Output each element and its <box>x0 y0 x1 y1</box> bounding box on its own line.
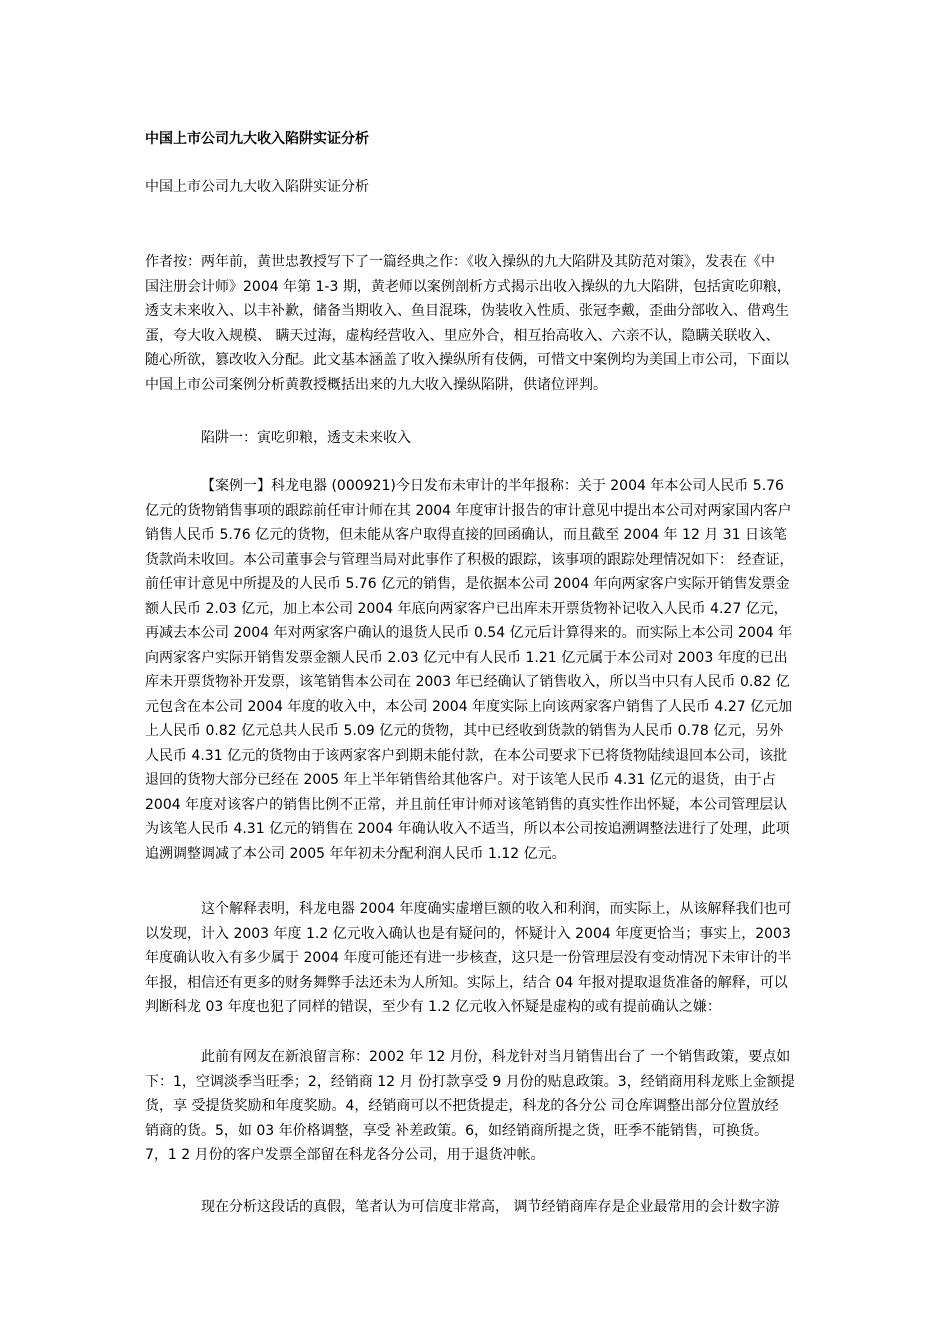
case-line: 元包含在本公司 2004 年度的收入中，本公司 2004 年度实际上向该两家客户销售了人民币 4.27 亿元加 <box>145 698 793 715</box>
case-line: 库未开票货物补开发票，该笔销售本公司在 2003 年已经确认了销售收入，所以当中只有人民币 0.82 亿 <box>145 674 790 690</box>
case-line: 退回的货物大部分已经在 2005 年上半年销售给其他客户。对于该笔人民币 4.31 亿元的退货，由于占 <box>145 772 776 788</box>
case-1-paragraph <box>145 474 815 866</box>
case-line: 向两家客户实际开销售发票金额人民币 2.03 亿元中有人民币 1.21 亿元属于本公司对 2003 年度的已出 <box>145 649 788 666</box>
closing-paragraph <box>145 1195 815 1220</box>
case-line: 销售人民币 5.76 亿元的货物，但未能从客户取得直接的回函确认，而且截至 2004 年 12 月 31 日该笔 <box>145 527 788 543</box>
case-line: 追溯调整调减了本公司 2005 年年初未分配利润人民币 1.12 亿元。 <box>145 845 566 862</box>
analysis-line: 以发现，计入 2003 年度 1.2 亿元收入确认也是有疑问的，怀疑计入 2004 年度更恰当；事实上，2003 <box>145 925 791 942</box>
trap-1-heading: 陷阱一：寅吃卯粮，透支未来收入 <box>201 430 411 446</box>
case-line: 为该笔人民币 4.31 亿元的销售在 2004 年确认收入不适当，所以本公司按追溯调整法进行了处理，此项 <box>145 821 790 837</box>
intro-line: 透支未来收入、以丰补歉，储备当期收入、鱼目混珠，伪装收入性质、张冠李戴，歪曲分部收入、借鸡生 <box>145 303 789 319</box>
case-line: 上人民币 0.82 亿元总共人民币 5.09 亿元的货物，其中已经收到货款的销售为人民币 0.78 亿元，另外 <box>145 723 784 739</box>
closing-line: 现在分析这段话的真假，笔者认为可信度非常高， 调节经销商库存是企业最常用的会计数字游 <box>201 1199 780 1215</box>
intro-line: 中国上市公司案例分析黄教授概括出来的九大收入操纵陷阱，供诸位评判。 <box>145 376 607 393</box>
netizen-line: 销商的货。5，如 03 年价格调整，享受 补差政策。6，如经销商所提之货，旺季不能销售，可换货。 <box>145 1122 768 1139</box>
case-line: 额人民币 2.03 亿元，加上本公司 2004 年底向两家客户已出库未开票货物补记收入人民币 4.27 亿元， <box>145 600 788 617</box>
case-line: 人民币 4.31 亿元的货物由于该两家客户到期未能付款，在本公司要求下已将货物陆续退回本公司，该批 <box>145 747 788 764</box>
intro-line: 作者按：两年前，黄世忠教授写下了一篇经典之作：《收入操纵的九大陷阱及其防范对策》，发表在《中 <box>145 254 775 270</box>
case-line: 2004 年度对该客户的销售比例不正常，并且前任审计师对该笔销售的真实性作出怀疑，本公司管理层认 <box>145 796 788 813</box>
case-line: 再减去本公司 2004 年对两家客户确认的退货人民币 0.54 亿元后计算得来的。而实际上本公司 2004 年 <box>145 625 793 641</box>
intro-paragraph <box>145 250 815 397</box>
intro-line: 蛋，夸大收入规模、 瞒天过海，虚构经营收入、里应外合，相互抬高收入、六亲不认，隐瞒关联收入、 <box>145 327 780 344</box>
case-line: 亿元的货物销售事项的跟踪前任审计师在其 2004 年度审计报告的审计意见中提出本公司对两家国内客户 <box>145 502 792 519</box>
analysis-line: 判断科龙 03 年度也犯了同样的错误，至少有 1.2 亿元收入怀疑是虚构的或有提前确认之嫌： <box>145 999 721 1015</box>
intro-line: 随心所欲，篡改收入分配。此文基本涵盖了收入操纵所有伎俩，可惜文中案例均为美国上市公司，下面以 <box>145 352 789 368</box>
analysis-line: 这个解释表明，科龙电器 2004 年度确实虚增巨额的收入和利润，而实际上，从该解释我们也可 <box>201 901 792 917</box>
case-line: 前任审计意见中所提及的人民币 5.76 亿元的销售，是依据本公司 2004 年向两家客户实际开销售发票金 <box>145 576 790 592</box>
case-line: 货款尚未收回。本公司董事会与管理当局对此事作了积极的跟踪，该事项的跟踪处理情况如下： 经查证， <box>145 551 794 568</box>
netizen-line: 此前有网友在新浪留言称：2002 年 12 月份，科龙针对当月销售出台了 一个销售政策，要点如 <box>201 1049 791 1065</box>
intro-line: 国注册会计师》2004 年第 1-3 期，黄老师以案例剖析方式揭示出收入操纵的九大陷阱，包括寅吃卯粮， <box>145 278 791 295</box>
document-title: 中国上市公司九大收入陷阱实证分析 <box>145 131 369 147</box>
netizen-line: 下：1，空调淡季当旺季；2，经销商 12 月 份打款享受 9 月份的贴息政策。3，经销商用科龙账上金额提 <box>145 1073 795 1090</box>
analysis-line: 年度确认收入有多少属于 2004 年度可能还有进一步核查，这只是一份管理层没有变动情况下未审计的半 <box>145 950 792 966</box>
netizen-line: 货，享 受提货奖励和年度奖励。4，经销商可以不把货提走，科龙的各分公 司仓库调整出部分位置放经 <box>145 1098 779 1114</box>
netizen-line: 7，1 2 月份的客户发票全部留在科龙各分公司，用于退货冲帐。 <box>145 1147 545 1163</box>
case-line: 【案例一】科龙电器 (000921)今日发布未审计的半年报称：关于 2004 年本公司人民币 5.76 <box>201 478 784 494</box>
analysis-paragraph <box>145 897 815 1020</box>
netizen-paragraph <box>145 1045 815 1168</box>
document-subtitle: 中国上市公司九大收入陷阱实证分析 <box>145 179 369 195</box>
analysis-line: 年报，相信还有更多的财务舞弊手法还未为人所知。实际上，结合 04 年报对提取退货准备的解释，可以 <box>145 974 788 991</box>
